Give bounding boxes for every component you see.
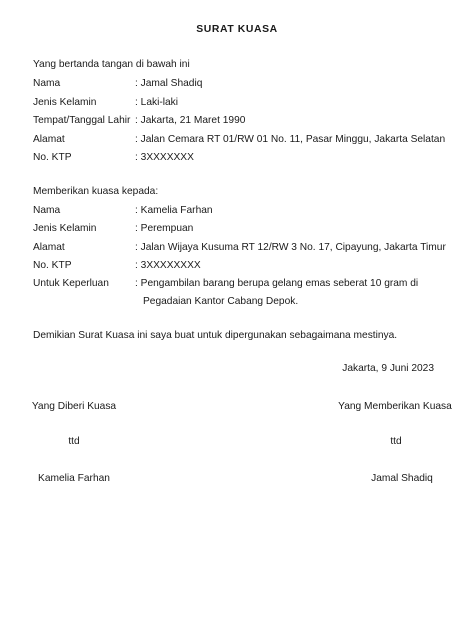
keperluan-row: [33, 277, 418, 291]
field-value: : 3XXXXXXXX: [135, 260, 201, 271]
penerima-row-alamat: [33, 241, 446, 255]
penerima-row-ktp: [33, 259, 201, 273]
signer-left-role: Yang Diberi Kuasa: [31, 401, 117, 412]
field-value: : Jalan Wijaya Kusuma RT 12/RW 3 No. 17, Cipayung, Jakarta Timur: [135, 242, 446, 253]
penerima-row-jenis-kelamin: [33, 222, 193, 236]
pemberi-row-ttl: [33, 114, 245, 128]
field-label: Nama: [33, 205, 61, 216]
field-value: : Perempuan: [135, 223, 194, 234]
penerima-intro: Memberikan kuasa kepada:: [33, 186, 159, 197]
field-value: Pegadaian Kantor Cabang Depok.: [143, 296, 299, 307]
field-value: : 3XXXXXXX: [135, 152, 194, 163]
letter-title: SURAT KUASA: [196, 24, 278, 35]
field-value: : Pengambilan barang berupa gelang emas seberat 10 gram di: [135, 278, 419, 289]
field-value: : Jamal Shadiq: [135, 78, 203, 89]
field-label: Untuk Keperluan: [33, 278, 109, 289]
field-label: No. KTP: [33, 152, 72, 163]
pemberi-row-ktp: [33, 151, 194, 165]
field-value: : Jakarta, 21 Maret 1990: [135, 115, 246, 126]
letter-date: Jakarta, 9 Juni 2023: [342, 363, 434, 374]
signer-right-mark: ttd: [390, 436, 402, 447]
field-label: Alamat: [33, 242, 65, 253]
keperluan-row-continued: [143, 295, 298, 309]
field-label: No. KTP: [33, 260, 72, 271]
field-value: : Jalan Cemara RT 01/RW 01 No. 11, Pasar Minggu, Jakarta Selatan: [135, 134, 446, 145]
field-label: Jenis Kelamin: [33, 97, 97, 108]
closing-text: Demikian Surat Kuasa ini saya buat untuk dipergunakan sebagaimana mestinya.: [33, 330, 398, 341]
intro-text: Yang bertanda tangan di bawah ini: [33, 59, 190, 70]
field-label: Jenis Kelamin: [33, 223, 97, 234]
signer-left-name: Kamelia Farhan: [38, 473, 110, 484]
signer-right-name: Jamal Shadiq: [371, 473, 433, 484]
field-label: Alamat: [33, 134, 65, 145]
pemberi-row-nama: [33, 77, 202, 91]
field-label: Nama: [33, 78, 61, 89]
field-label: Tempat/Tanggal Lahir: [33, 115, 131, 126]
field-value: : Laki-laki: [135, 97, 179, 108]
field-value: : Kamelia Farhan: [135, 205, 213, 216]
signer-left-mark: ttd: [68, 436, 80, 447]
pemberi-row-alamat: [33, 133, 445, 147]
pemberi-row-jenis-kelamin: [33, 96, 178, 110]
signer-right-role: Yang Memberikan Kuasa: [338, 401, 452, 412]
penerima-row-nama: [33, 204, 213, 218]
